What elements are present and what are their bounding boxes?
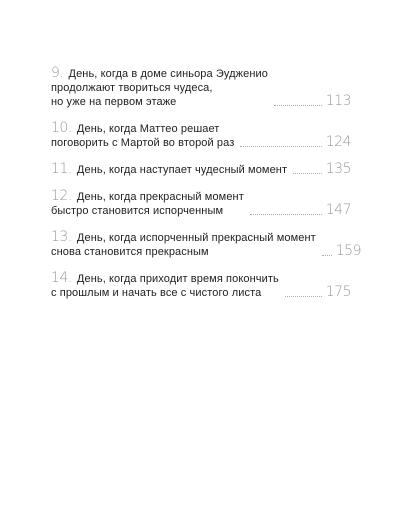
page-number: 147 — [325, 202, 351, 218]
chapter-number: 12. — [51, 188, 72, 204]
toc-entry-line — [51, 121, 234, 136]
chapter-title-line: День, когда наступает чудесный момент — [76, 164, 288, 176]
toc-entry-line — [51, 189, 244, 204]
page-number: 175 — [325, 284, 351, 300]
toc-entry-title — [51, 271, 279, 300]
toc-entry-line — [51, 271, 279, 286]
toc-entry-line — [51, 230, 316, 245]
chapter-title-line: продолжают твориться чудеса, — [51, 82, 213, 94]
toc-entry-title — [51, 189, 244, 218]
chapter-number: 11. — [51, 161, 72, 177]
chapter-title-line: День, когда приходит время покончить — [76, 273, 279, 285]
page-number: 135 — [325, 161, 351, 177]
toc-entry-title — [51, 162, 287, 177]
chapter-number: 14. — [51, 270, 72, 286]
dot-leader — [285, 295, 322, 297]
page-number: 124 — [325, 134, 351, 150]
chapter-title-line: быстро становится испорченным — [51, 205, 224, 217]
chapter-number: 9. — [51, 65, 64, 81]
page-number: 113 — [325, 93, 351, 109]
dot-leader — [250, 213, 322, 215]
dot-leader — [322, 254, 332, 256]
toc-entry-line — [51, 162, 287, 177]
toc-entry-14[interactable] — [51, 271, 351, 300]
chapter-number: 13. — [51, 229, 72, 245]
chapter-title-line: с прошлым и начать все с чистого листа — [51, 287, 262, 299]
toc-entry-12[interactable] — [51, 189, 351, 218]
toc-entry-10[interactable] — [51, 121, 351, 150]
toc-entry-title — [51, 121, 234, 150]
chapter-title-line: но уже на первом этаже — [51, 96, 177, 108]
toc-entry-title — [51, 66, 268, 109]
dot-leader — [240, 145, 321, 147]
toc-entry-title — [51, 230, 316, 259]
page-number: 159 — [335, 243, 361, 259]
chapter-title-line: День, когда Маттео решает — [76, 123, 220, 135]
dot-leader — [293, 172, 322, 174]
chapter-title-line: День, когда прекрасный момент — [76, 191, 244, 203]
table-of-contents — [51, 65, 361, 312]
chapter-number: 10. — [51, 120, 72, 136]
chapter-title-line: День, когда испорченный прекрасный момент — [76, 232, 316, 244]
dot-leader — [274, 104, 322, 106]
toc-entry-9[interactable] — [51, 66, 351, 109]
chapter-title-line: снова становится прекрасным — [51, 246, 209, 258]
toc-entry-line — [51, 66, 268, 81]
chapter-title-line: День, когда в доме синьора Эудженио — [68, 68, 268, 80]
chapter-title-line: поговорить с Мартой во второй раз — [51, 137, 235, 149]
toc-entry-11[interactable] — [51, 162, 351, 177]
toc-entry-13[interactable] — [51, 229, 361, 259]
